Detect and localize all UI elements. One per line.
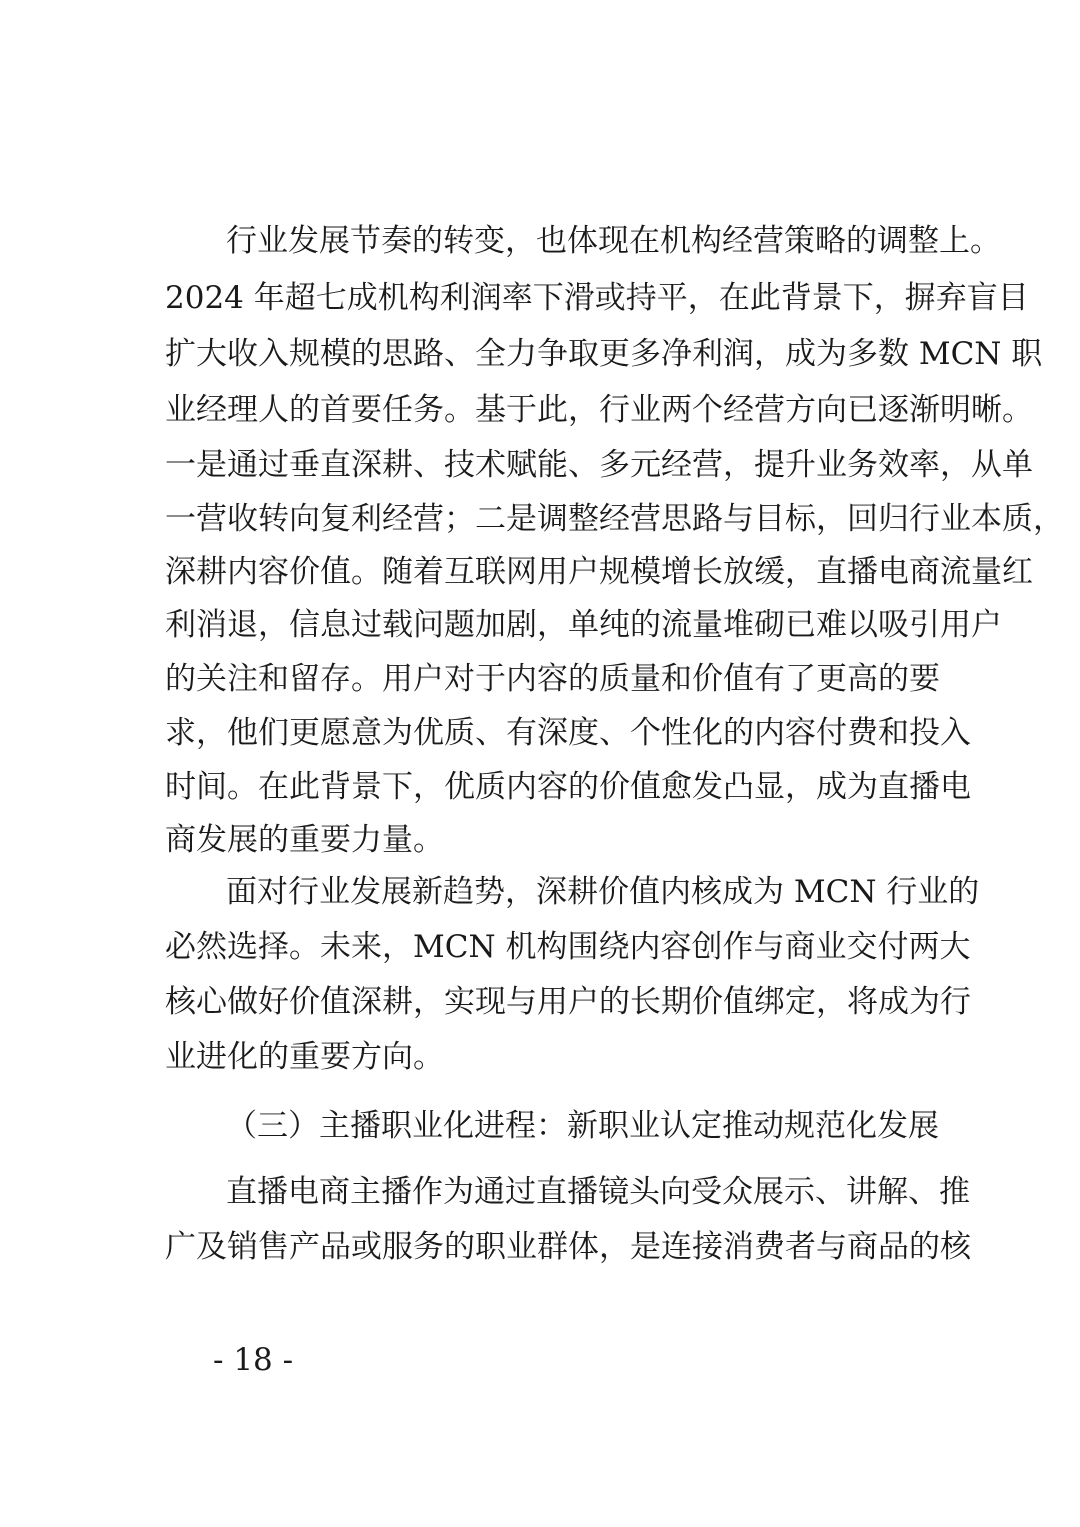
paragraph-1-line-11: 时间。在此背景下，优质内容的价值愈发凸显，成为直播电 [165, 769, 971, 805]
paragraph-3-line-2: 广及销售产品或服务的职业群体，是连接消费者与商品的核 [165, 1229, 971, 1265]
paragraph-1-line-5: 一是通过垂直深耕、技术赋能、多元经营，提升业务效率，从单 [165, 447, 1033, 483]
page-number: - 18 - [213, 1342, 294, 1378]
paragraph-2-line-1: 面对行业发展新趋势，深耕价值内核成为 MCN 行业的 [226, 874, 980, 910]
paragraph-1-line-8: 利消退，信息过载问题加剧，单纯的流量堆砌已难以吸引用户 [165, 607, 1002, 643]
paragraph-2-line-3: 核心做好价值深耕，实现与用户的长期价值绑定，将成为行 [165, 984, 971, 1020]
paragraph-1-line-1: 行业发展节奏的转变，也体现在机构经营策略的调整上。 [226, 223, 1001, 259]
paragraph-1-line-12: 商发展的重要力量。 [165, 822, 444, 858]
paragraph-2-line-2: 必然选择。未来，MCN 机构围绕内容创作与商业交付两大 [165, 929, 971, 965]
section-heading: （三）主播职业化进程：新职业认定推动规范化发展 [226, 1108, 939, 1144]
paragraph-1-line-2: 2024 年超七成机构利润率下滑或持平，在此背景下，摒弃盲目 [165, 280, 1029, 316]
paragraph-1-line-9: 的关注和留存。用户对于内容的质量和价值有了更高的要 [165, 661, 940, 697]
paragraph-1-line-6: 一营收转向复利经营；二是调整经营思路与目标，回归行业本质， [165, 501, 1064, 537]
paragraph-3-line-1: 直播电商主播作为通过直播镜头向受众展示、讲解、推 [226, 1174, 970, 1210]
paragraph-2-line-4: 业进化的重要方向。 [165, 1039, 444, 1075]
paragraph-1-line-7: 深耕内容价值。随着互联网用户规模增长放缓，直播电商流量红 [165, 554, 1033, 590]
paragraph-1-line-4: 业经理人的首要任务。基于此，行业两个经营方向已逐渐明晰。 [165, 392, 1033, 428]
paragraph-1-line-10: 求，他们更愿意为优质、有深度、个性化的内容付费和投入 [165, 715, 971, 751]
paragraph-1-line-3: 扩大收入规模的思路、全力争取更多净利润，成为多数 MCN 职 [165, 336, 1043, 372]
